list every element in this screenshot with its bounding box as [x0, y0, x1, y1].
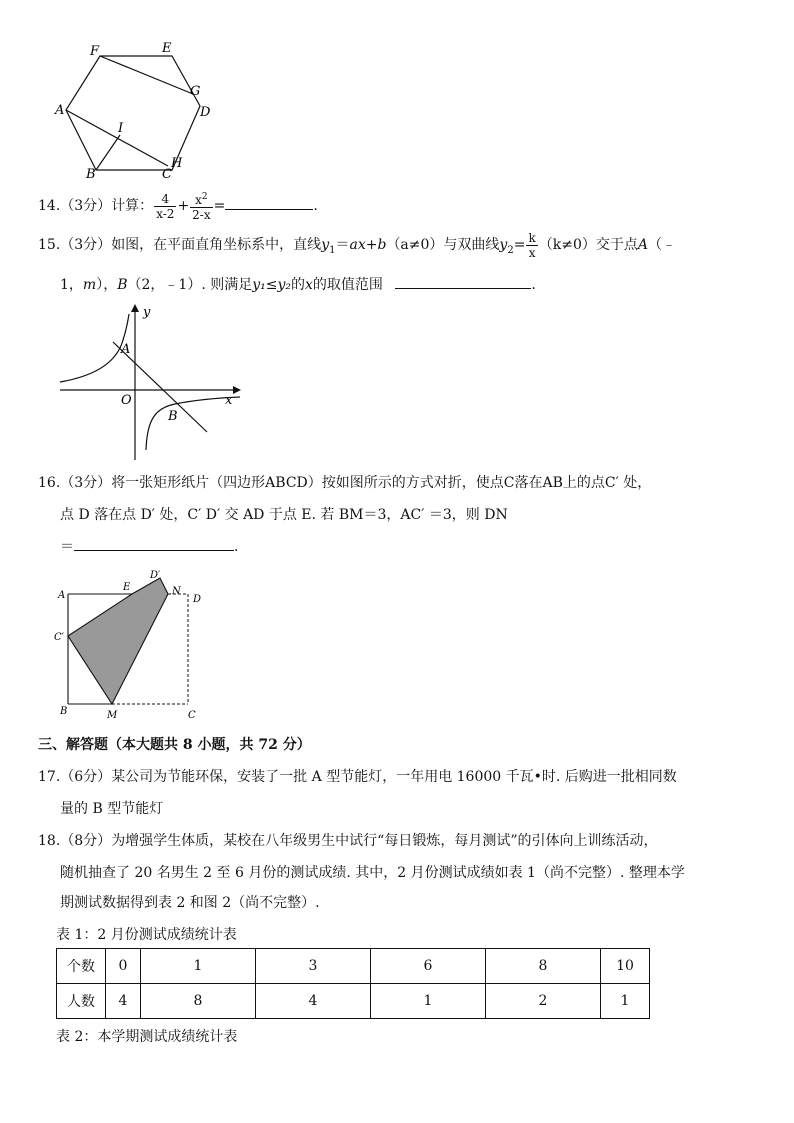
question-16: 16.（3分）将一张矩形纸片（四边形ABCD）按如图所示的方式对折，使点C落在AB上的点C′ 处， [38, 475, 652, 491]
question-15: 15.（3分）如图，在平面直角坐标系中，直线$y_1=ax+b(a\ne 0)$与双曲线$y_2=$ $\frac{k}{x}$ （k≠0）交于点A（﹣ [38, 230, 676, 260]
fold-label-A: A [58, 590, 66, 601]
question-number: 14. [38, 198, 61, 214]
label-A: A [55, 103, 65, 118]
question-17-line-2: 量的 B 型节能灯 [60, 801, 164, 817]
fold-label-M: M [107, 710, 118, 721]
fraction-1: $\frac{4}{x-2}$ [156, 191, 175, 221]
question-15-line-2: 1，m），B（2，﹣1）. 则满足y₁≤y₂的x的取值范围 . [60, 270, 764, 300]
fold-label-C: C [188, 710, 196, 721]
point-B-label: B [168, 409, 178, 424]
table-2-caption: 表 2：本学期测试成绩统计表 [56, 1029, 238, 1045]
label-E: E [162, 41, 172, 56]
answer-blank[interactable] [395, 274, 531, 289]
label-D: D [200, 105, 211, 120]
answer-blank[interactable] [225, 195, 313, 210]
table-row: 人数 4 8 4 1 2 1 [57, 984, 650, 1019]
axis-label-x: x [225, 393, 233, 408]
label-I: I [118, 121, 124, 136]
table-1-caption: 表 1：2 月份测试成绩统计表 [56, 927, 237, 943]
label-H: H [171, 156, 183, 171]
equals-sign: = [213, 198, 226, 214]
label-F: F [90, 44, 100, 59]
question-17: 17.（6分）某公司为节能环保，安装了一批 A 型节能灯，一年用电 16000 千瓦•时. 后购进一批相同数 [38, 769, 677, 785]
answer-blank[interactable] [74, 536, 234, 551]
fold-label-B: B [60, 706, 68, 717]
table-row: 个数 0 1 3 6 8 10 [57, 949, 650, 984]
hexagon-figure [50, 38, 220, 183]
k-over-x-fraction: $\frac{k}{x}$ [528, 230, 536, 260]
origin-label: O [121, 393, 132, 408]
question-score: （3分） [60, 198, 112, 214]
label-C: C [162, 167, 172, 182]
fold-label-Cprime: C′ [54, 632, 64, 643]
coordinate-graph [55, 300, 245, 465]
axis-label-y: y [143, 305, 151, 320]
section-header: 三、解答题（本大题共 8 小题，共 72 分） [38, 737, 311, 753]
fold-label-Dprime: D′ [150, 570, 161, 581]
fold-label-D: D [193, 594, 202, 605]
question-text: 计算： [111, 198, 154, 214]
label-B: B [86, 167, 96, 182]
fold-figure [50, 566, 210, 726]
plus-sign: + [177, 198, 190, 214]
question-18: 18.（8分）为增强学生体质，某校在八年级男生中试行“每日锻炼，每月测试”的引体向上训练活动， [38, 833, 658, 849]
label-G: G [190, 84, 201, 99]
table-1 [56, 948, 650, 1019]
question-18-line-2: 随机抽查了 20 名男生 2 至 6 月份的测试成绩. 其中，2 月份测试成绩如表 1（尚不完整）. 整理本学 [60, 865, 685, 881]
fold-label-N: N [172, 586, 181, 597]
question-14: 14.（3分）计算： $\frac{4}{x-2}$ + $\frac{x^2}{2-x}$ = . [38, 191, 318, 222]
question-16-line-3: ＝ . [60, 532, 764, 562]
fold-label-E: E [123, 582, 131, 593]
point-A-label: A [121, 342, 131, 357]
question-16-line-2: 点 D 落在点 D′ 处，C′ D′ 交 AD 于点 E. 若 BM＝3，AC′ ＝3，则 DN [60, 507, 508, 523]
fraction-2: $\frac{x^2}{2-x}$ [192, 192, 211, 222]
question-18-line-3: 期测试数据得到表 2 和图 2（尚不完整）. [60, 895, 320, 911]
